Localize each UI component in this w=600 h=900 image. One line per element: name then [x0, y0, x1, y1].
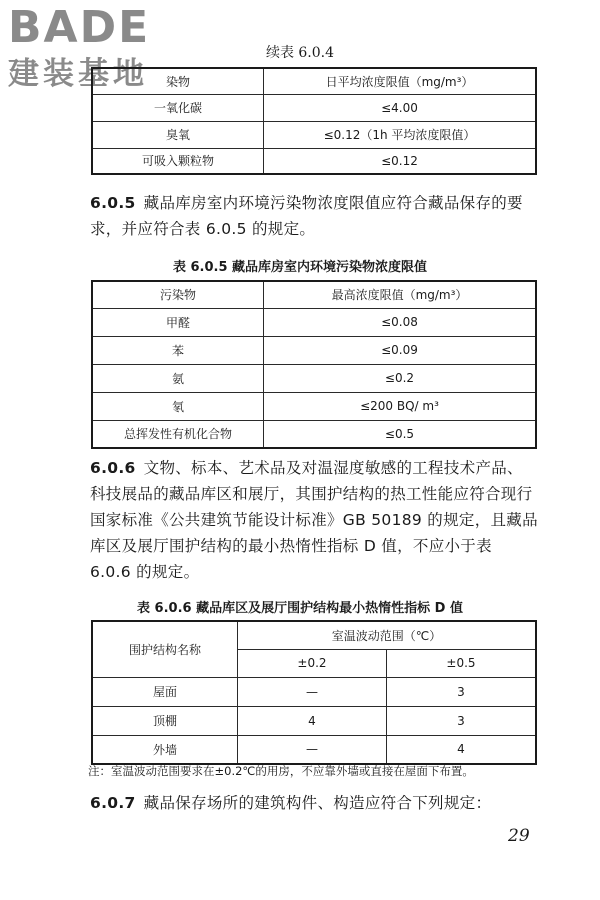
table-group-header: 室温波动范围（℃）	[238, 621, 537, 649]
table-row	[92, 706, 536, 735]
table-row	[92, 735, 536, 764]
table-cell: 顶棚	[92, 706, 238, 735]
table-row	[92, 336, 536, 364]
clause-number: 6.0.5	[90, 194, 136, 212]
table-header-row	[92, 621, 536, 649]
logo-text: BADE	[8, 2, 151, 53]
clause-607	[90, 790, 538, 816]
table-header-cell: 染物	[92, 68, 264, 94]
table-header-cell: 日平均浓度限值（mg/m³）	[264, 68, 537, 94]
clause-606	[90, 455, 538, 585]
table-cell: 可吸入颗粒物	[92, 148, 264, 174]
table-row	[92, 121, 536, 148]
table-row	[92, 420, 536, 448]
table-cell: ≤0.12	[264, 148, 537, 174]
table-cell: 4	[387, 735, 537, 764]
table-cell: —	[238, 677, 387, 706]
table-cell: 一氧化碳	[92, 94, 264, 121]
table-cell: 外墙	[92, 735, 238, 764]
table-cell: ≤0.2	[264, 364, 537, 392]
clause-number: 6.0.7	[90, 794, 136, 812]
table-cell: 氡	[92, 392, 264, 420]
table-row	[92, 364, 536, 392]
table-row	[92, 677, 536, 706]
table-note: 注：室温波动范围要求在±0.2℃的用房，不应靠外墙或直接在屋面下布置。	[88, 764, 474, 778]
table-cell: 总挥发性有机化合物	[92, 420, 264, 448]
table-cell: ≤0.09	[264, 336, 537, 364]
table-row	[92, 308, 536, 336]
table-605-caption: 表 6.0.5 藏品库房室内环境污染物浓度限值	[172, 260, 428, 275]
table-cell: 3	[387, 706, 537, 735]
table-header-cell: 围护结构名称	[92, 621, 238, 677]
table-606	[91, 620, 537, 765]
table-cell: 苯	[92, 336, 264, 364]
table-header-cell: ±0.5	[387, 649, 537, 677]
logo-subtitle: 建装基地	[8, 56, 148, 92]
table-header-cell: 最高浓度限值（mg/m³）	[264, 281, 537, 308]
table-header-row	[92, 281, 536, 308]
table-604	[91, 67, 537, 175]
clause-number: 6.0.6	[90, 459, 136, 477]
table-cell: ≤0.08	[264, 308, 537, 336]
clause-text: 藏品保存场所的建筑构件、构造应符合下列规定：	[143, 794, 492, 812]
table-606-caption: 表 6.0.6 藏品库区及展厅围护结构最小热惰性指标 D 值	[137, 601, 463, 616]
page-number: 29	[508, 826, 530, 846]
clause-text: 藏品库房室内环境污染物浓度限值应符合藏品保存的要求，并应符合表 6.0.5 的规定。	[90, 194, 523, 238]
clause-605	[90, 190, 538, 242]
table-cell: —	[238, 735, 387, 764]
table-cell: 4	[238, 706, 387, 735]
table-cell: 氨	[92, 364, 264, 392]
table-cell: 3	[387, 677, 537, 706]
table-605	[91, 280, 537, 449]
table-604-caption: 续表 6.0.4	[265, 45, 335, 61]
table-row	[92, 392, 536, 420]
table-cell: 臭氧	[92, 121, 264, 148]
table-cell: ≤200 BQ/ m³	[264, 392, 537, 420]
table-cell: ≤0.12（1h 平均浓度限值）	[264, 121, 537, 148]
table-row	[92, 94, 536, 121]
table-cell: ≤4.00	[264, 94, 537, 121]
table-header-cell: 污染物	[92, 281, 264, 308]
table-cell: 屋面	[92, 677, 238, 706]
table-row	[92, 148, 536, 174]
table-cell: ≤0.5	[264, 420, 537, 448]
table-header-row	[92, 68, 536, 94]
table-header-cell: ±0.2	[238, 649, 387, 677]
table-cell: 甲醛	[92, 308, 264, 336]
clause-text: 文物、标本、艺术品及对温湿度敏感的工程技术产品、科技展品的藏品库区和展厅，其围护结构的热工性能应符合现行国家标准《公共建筑节能设计标准》GB 50189 的规定，且藏品库区及展厅围护结构的最小热惰性指标 D 值，不应小于表 6.0.6 的规定。	[90, 459, 538, 581]
